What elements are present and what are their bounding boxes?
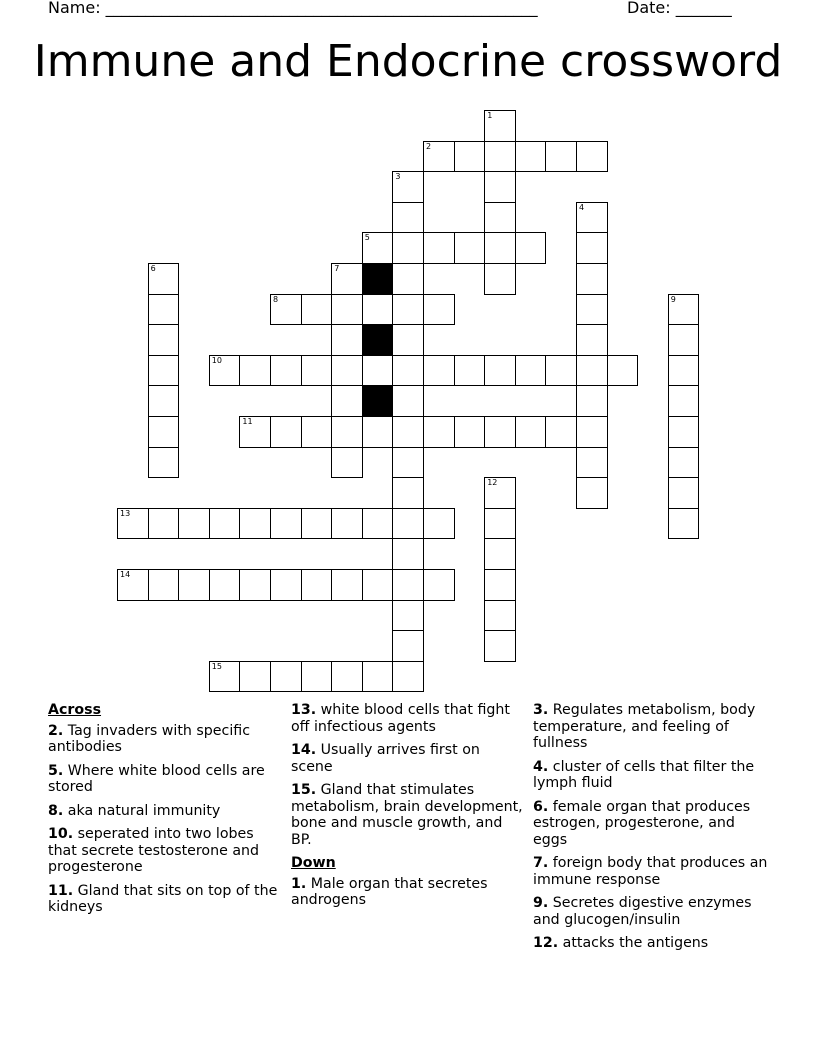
- clue-number: 8.: [48, 802, 64, 819]
- grid-cell[interactable]: [209, 661, 241, 693]
- grid-cell[interactable]: [668, 447, 700, 479]
- grid-cell[interactable]: [392, 294, 424, 326]
- clue-text: Usually arrives first on scene: [291, 742, 480, 775]
- down-clue: [533, 702, 773, 752]
- grid-cell[interactable]: [392, 171, 424, 203]
- clue-text: Male organ that secretes androgens: [291, 875, 488, 908]
- clue-number-label: 5: [364, 233, 370, 243]
- grid-cell[interactable]: [576, 416, 608, 448]
- grid-cell[interactable]: [484, 630, 516, 662]
- grid-cell[interactable]: [331, 294, 363, 326]
- grid-cell[interactable]: [484, 110, 516, 142]
- grid-cell[interactable]: [270, 416, 302, 448]
- grid-cell[interactable]: [484, 477, 516, 509]
- grid-block: [362, 385, 394, 417]
- grid-cell[interactable]: [484, 171, 516, 203]
- clues-column-1: [48, 702, 283, 923]
- clue-number: 14.: [291, 742, 317, 758]
- clue-number-label: 14: [120, 570, 131, 579]
- grid-cell[interactable]: [362, 569, 394, 601]
- clue-number-label: 12: [487, 478, 498, 488]
- grid-cell[interactable]: [576, 355, 608, 387]
- clue-number: 6.: [533, 798, 549, 815]
- grid-cell[interactable]: [545, 141, 577, 173]
- grid-cell[interactable]: [484, 202, 516, 234]
- grid-cell[interactable]: [392, 538, 424, 570]
- grid-cell[interactable]: [484, 508, 516, 540]
- across-clue: [291, 782, 526, 848]
- clue-number: 3.: [533, 702, 549, 718]
- grid-cell[interactable]: [148, 324, 180, 356]
- grid-cell[interactable]: [484, 355, 516, 387]
- grid-cell[interactable]: [331, 385, 363, 417]
- grid-cell[interactable]: [209, 569, 241, 601]
- clues-column-3: [533, 702, 773, 959]
- grid-cell[interactable]: [301, 508, 333, 540]
- down-clue: [533, 759, 773, 792]
- clue-number: 13.: [291, 702, 317, 718]
- grid-cell[interactable]: [331, 416, 363, 448]
- grid-cell[interactable]: [301, 416, 333, 448]
- grid-cell[interactable]: [423, 232, 455, 264]
- grid-cell[interactable]: [301, 661, 333, 693]
- grid-cell[interactable]: [270, 294, 302, 326]
- name-field-label: Name: ______________________________________________________: [48, 0, 538, 17]
- down-clue: [533, 895, 773, 928]
- grid-cell[interactable]: [392, 324, 424, 356]
- grid-cell[interactable]: [148, 385, 180, 417]
- grid-cell[interactable]: [576, 294, 608, 326]
- grid-cell[interactable]: [484, 263, 516, 295]
- grid-cell[interactable]: [331, 508, 363, 540]
- grid-cell[interactable]: [392, 263, 424, 295]
- grid-cell[interactable]: [362, 508, 394, 540]
- grid-cell[interactable]: [423, 141, 455, 173]
- grid-cell[interactable]: [148, 294, 180, 326]
- grid-cell[interactable]: [239, 355, 271, 387]
- grid-block: [362, 324, 394, 356]
- grid-cell[interactable]: [576, 447, 608, 479]
- grid-cell[interactable]: [668, 416, 700, 448]
- clue-number-label: 15: [211, 661, 222, 671]
- down-clue: [533, 855, 773, 888]
- grid-cell[interactable]: [668, 385, 700, 417]
- grid-cell[interactable]: [209, 508, 241, 540]
- across-clue: [48, 803, 283, 820]
- clue-text: Where white blood cells are stored: [48, 762, 265, 795]
- clue-number-label: 1: [487, 111, 493, 120]
- grid-cell[interactable]: [576, 232, 608, 264]
- clue-number-label: 7: [334, 264, 340, 273]
- across-clue: [291, 702, 526, 735]
- grid-cell[interactable]: [484, 538, 516, 570]
- grid-block: [362, 263, 394, 295]
- grid-cell[interactable]: [239, 661, 271, 693]
- grid-cell[interactable]: [392, 569, 424, 601]
- grid-cell[interactable]: [454, 141, 486, 173]
- grid-cell[interactable]: [392, 355, 424, 387]
- clue-number: 11.: [48, 882, 74, 899]
- grid-cell[interactable]: [331, 447, 363, 479]
- down-clue: [291, 876, 526, 909]
- page-title: Immune and Endocrine crossword: [33, 36, 783, 87]
- across-clue: [291, 742, 526, 775]
- grid-cell[interactable]: [331, 569, 363, 601]
- clues-column-2: [291, 702, 526, 916]
- down-clue: [533, 799, 773, 849]
- clue-number: 4.: [533, 758, 549, 775]
- grid-cell[interactable]: [178, 569, 210, 601]
- grid-cell[interactable]: [331, 263, 363, 295]
- grid-cell[interactable]: [454, 232, 486, 264]
- across-clue: [48, 883, 283, 916]
- grid-cell[interactable]: [301, 355, 333, 387]
- across-clue: [48, 826, 283, 876]
- grid-cell[interactable]: [148, 355, 180, 387]
- grid-cell[interactable]: [515, 416, 547, 448]
- clue-number: 15.: [291, 782, 317, 798]
- grid-cell[interactable]: [423, 508, 455, 540]
- grid-cell[interactable]: [392, 447, 424, 479]
- clue-number-label: 11: [242, 417, 253, 426]
- grid-cell[interactable]: [362, 232, 394, 264]
- grid-cell[interactable]: [392, 477, 424, 509]
- clue-number: 10.: [48, 826, 74, 842]
- grid-cell[interactable]: [515, 355, 547, 387]
- clue-number-label: 8: [273, 294, 279, 304]
- grid-cell[interactable]: [392, 232, 424, 264]
- grid-cell[interactable]: [392, 600, 424, 632]
- grid-cell[interactable]: [484, 416, 516, 448]
- grid-cell[interactable]: [301, 569, 333, 601]
- grid-cell[interactable]: [545, 416, 577, 448]
- grid-cell[interactable]: [576, 477, 608, 509]
- grid-cell[interactable]: [117, 508, 149, 540]
- grid-cell[interactable]: [392, 416, 424, 448]
- grid-cell[interactable]: [392, 508, 424, 540]
- grid-cell[interactable]: [270, 661, 302, 693]
- clue-text: aka natural immunity: [67, 802, 221, 819]
- clue-number-label: 10: [211, 355, 222, 365]
- across-clue: [48, 723, 283, 756]
- clue-number: 7.: [533, 855, 549, 871]
- grid-cell[interactable]: [423, 569, 455, 601]
- grid-cell[interactable]: [454, 355, 486, 387]
- grid-cell[interactable]: [454, 416, 486, 448]
- clue-number: 9.: [533, 895, 549, 911]
- down-clue: [533, 935, 773, 952]
- clue-text: cluster of cells that filter the lymph fluid: [533, 758, 755, 791]
- grid-cell[interactable]: [484, 232, 516, 264]
- grid-cell[interactable]: [576, 202, 608, 234]
- clue-text: Regulates metabolism, body temperature, and feeling of fullness: [533, 702, 756, 751]
- across-heading: Across: [48, 702, 102, 718]
- clue-text: Tag invaders with specific antibodies: [48, 722, 251, 755]
- date-field-label: Date: _______: [627, 0, 732, 17]
- clue-number-label: 3: [395, 172, 401, 182]
- grid-cell[interactable]: [239, 569, 271, 601]
- grid-cell[interactable]: [301, 294, 333, 326]
- clue-number: 12.: [533, 935, 559, 951]
- grid-cell[interactable]: [607, 355, 639, 387]
- grid-cell[interactable]: [392, 202, 424, 234]
- clue-number: 1.: [291, 875, 307, 892]
- clue-number: 2.: [48, 722, 64, 739]
- clue-text: white blood cells that fight off infectious agents: [291, 702, 510, 735]
- grid-cell[interactable]: [392, 385, 424, 417]
- grid-cell[interactable]: [209, 355, 241, 387]
- grid-cell[interactable]: [331, 324, 363, 356]
- across-clue: [48, 763, 283, 796]
- grid-cell[interactable]: [545, 355, 577, 387]
- grid-cell[interactable]: [270, 569, 302, 601]
- grid-cell[interactable]: [239, 416, 271, 448]
- grid-cell[interactable]: [668, 355, 700, 387]
- clue-number-label: 9: [670, 294, 676, 304]
- clue-text: female organ that produces estrogen, progesterone, and eggs: [533, 798, 751, 848]
- grid-cell[interactable]: [362, 661, 394, 693]
- grid-cell[interactable]: [576, 324, 608, 356]
- grid-cell[interactable]: [270, 355, 302, 387]
- grid-cell[interactable]: [362, 355, 394, 387]
- grid-cell[interactable]: [423, 416, 455, 448]
- grid-cell[interactable]: [392, 661, 424, 693]
- grid-cell[interactable]: [270, 508, 302, 540]
- grid-cell[interactable]: [668, 508, 700, 540]
- clue-number-label: 6: [150, 264, 156, 273]
- grid-cell[interactable]: [423, 355, 455, 387]
- grid-cell[interactable]: [178, 508, 210, 540]
- clue-text: attacks the antigens: [562, 935, 709, 951]
- clue-text: foreign body that produces an immune response: [533, 855, 768, 888]
- grid-cell[interactable]: [148, 447, 180, 479]
- grid-cell[interactable]: [148, 508, 180, 540]
- grid-cell[interactable]: [484, 141, 516, 173]
- clue-number-label: 4: [579, 202, 585, 212]
- clue-number-label: 2: [426, 141, 432, 151]
- clue-text: Gland that sits on top of the kidneys: [48, 882, 278, 915]
- grid-cell[interactable]: [392, 630, 424, 662]
- grid-cell[interactable]: [331, 661, 363, 693]
- grid-cell[interactable]: [576, 141, 608, 173]
- grid-cell[interactable]: [515, 141, 547, 173]
- grid-cell[interactable]: [362, 416, 394, 448]
- grid-cell[interactable]: [668, 477, 700, 509]
- grid-cell[interactable]: [148, 416, 180, 448]
- clue-text: Secretes digestive enzymes and glucogen/insulin: [533, 895, 752, 928]
- grid-cell[interactable]: [239, 508, 271, 540]
- grid-cell[interactable]: [576, 385, 608, 417]
- grid-cell[interactable]: [362, 294, 394, 326]
- grid-cell[interactable]: [148, 569, 180, 601]
- grid-cell[interactable]: [668, 324, 700, 356]
- clue-number-label: 13: [120, 508, 131, 518]
- clue-text: Gland that stimulates metabolism, brain development, bone and muscle growth, and BP.: [291, 782, 523, 848]
- grid-cell[interactable]: [331, 355, 363, 387]
- grid-cell[interactable]: [515, 232, 547, 264]
- grid-cell[interactable]: [484, 569, 516, 601]
- grid-cell[interactable]: [148, 263, 180, 295]
- grid-cell[interactable]: [484, 600, 516, 632]
- down-heading: Down: [291, 855, 336, 871]
- clue-number: 5.: [48, 762, 64, 779]
- grid-cell[interactable]: [117, 569, 149, 601]
- clue-text: seperated into two lobes that secrete testosterone and progesterone: [48, 826, 260, 875]
- grid-cell[interactable]: [423, 294, 455, 326]
- grid-cell[interactable]: [668, 294, 700, 326]
- grid-cell[interactable]: [576, 263, 608, 295]
